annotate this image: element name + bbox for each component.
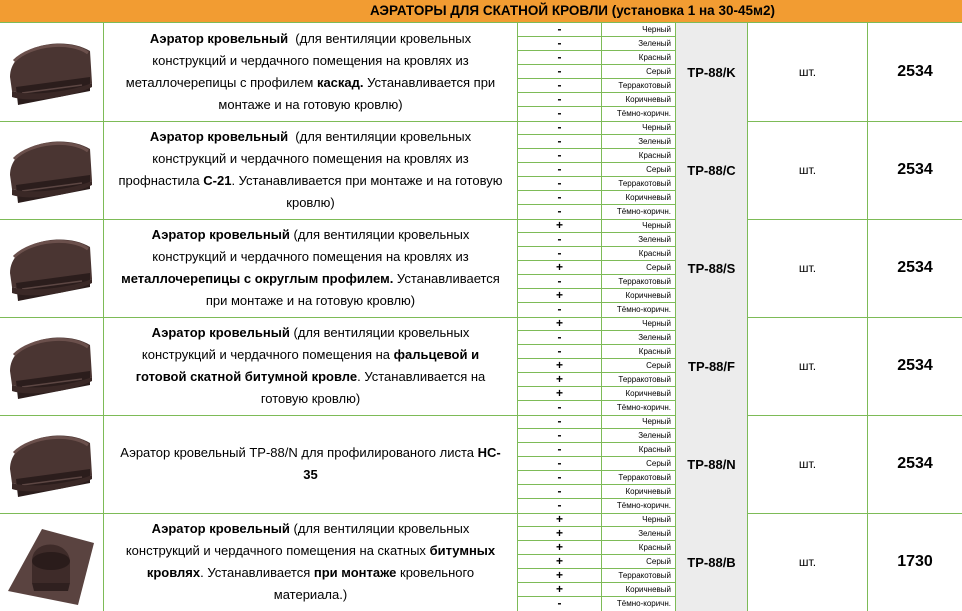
color-name: Черный bbox=[602, 317, 675, 331]
description-text: металлочерепицы с профилем bbox=[125, 75, 317, 90]
description-line bbox=[126, 72, 495, 94]
availability-mark: - bbox=[518, 485, 601, 499]
description-text: (для вентиляции кровельных bbox=[289, 227, 470, 242]
availability-mark: - bbox=[518, 247, 601, 261]
color-name: Черный bbox=[602, 121, 675, 135]
availability-mark: - bbox=[557, 596, 562, 610]
availability-column bbox=[517, 513, 601, 611]
aerator-image bbox=[2, 325, 100, 411]
product-row bbox=[0, 317, 962, 416]
availability-mark: + bbox=[518, 261, 601, 275]
description-line bbox=[136, 388, 486, 410]
color-name: Серый bbox=[602, 555, 675, 569]
product-image bbox=[0, 23, 103, 121]
aerator-image bbox=[2, 423, 100, 509]
description-text: монтаже и на готовую кровлю) bbox=[218, 97, 403, 112]
description-bold-text: фальцевой и bbox=[393, 347, 480, 362]
availability-mark: + bbox=[518, 387, 601, 401]
product-description bbox=[103, 23, 517, 121]
description-bold-text: кровлях bbox=[146, 565, 201, 580]
availability-mark: - bbox=[518, 121, 601, 135]
description-line bbox=[119, 192, 503, 214]
availability-mark: + bbox=[518, 583, 601, 597]
availability-mark: - bbox=[518, 93, 601, 107]
availability-mark: + bbox=[518, 373, 601, 387]
description-text: кровлю) bbox=[286, 195, 335, 210]
availability-mark: - bbox=[518, 177, 601, 191]
product-code: ТР-88/C bbox=[675, 121, 747, 219]
product-image bbox=[0, 415, 103, 513]
description-text: конструкций и чердачного помещения на кровлях из bbox=[152, 151, 469, 166]
color-name: Терракотовый bbox=[602, 471, 675, 485]
product-row bbox=[0, 513, 962, 611]
description-text: конструкций и чердачного помещения на скатных bbox=[125, 543, 430, 558]
availability-mark: - bbox=[518, 135, 601, 149]
color-column bbox=[601, 415, 675, 513]
color-name: Красный bbox=[602, 345, 675, 359]
description-line bbox=[121, 268, 500, 290]
availability-mark: - bbox=[518, 345, 601, 359]
description-text: конструкций и чердачного помещения на кровлях из bbox=[152, 249, 469, 264]
availability-mark: - bbox=[518, 429, 601, 443]
color-name: Коричневый bbox=[602, 387, 675, 401]
price-value: 2534 bbox=[867, 317, 962, 415]
product-row bbox=[0, 121, 962, 220]
availability-mark: - bbox=[518, 275, 601, 289]
availability-mark: - bbox=[557, 400, 562, 414]
description-line bbox=[126, 562, 495, 584]
availability-mark: - bbox=[518, 79, 601, 93]
price-value: 2534 bbox=[867, 415, 962, 513]
description-line bbox=[136, 322, 486, 344]
product-description bbox=[103, 513, 517, 611]
description-text: Аэратор кровельный ТР-88/N для профилированого листа bbox=[120, 445, 478, 460]
unit-label: шт. bbox=[747, 121, 867, 219]
product-description bbox=[103, 219, 517, 317]
color-name: Зеленый bbox=[602, 429, 675, 443]
color-name: Черный bbox=[602, 219, 675, 233]
availability-column bbox=[517, 219, 601, 317]
unit-label: шт. bbox=[747, 219, 867, 317]
description-bold-text: Аэратор кровельный bbox=[149, 129, 289, 144]
description-text: . Устанавливается bbox=[200, 565, 314, 580]
description-bold-text: Аэратор кровельный bbox=[151, 325, 290, 340]
description-line bbox=[120, 442, 501, 464]
color-name: Зеленый bbox=[602, 233, 675, 247]
description-line bbox=[121, 224, 500, 246]
description-text: (для вентиляции кровельных bbox=[288, 129, 472, 144]
description-text: профнастила bbox=[118, 173, 204, 188]
description-text: конструкций и чердачного помещения на bbox=[141, 347, 394, 362]
description-text: (для вентиляции кровельных bbox=[289, 521, 470, 536]
color-name: Терракотовый bbox=[602, 569, 675, 583]
description-line bbox=[126, 518, 495, 540]
color-name: Серый bbox=[602, 65, 675, 79]
color-name: Тёмно-коричн. bbox=[616, 501, 671, 510]
color-name: Коричневый bbox=[602, 93, 675, 107]
color-name: Серый bbox=[602, 261, 675, 275]
availability-mark: - bbox=[518, 471, 601, 485]
availability-mark: - bbox=[518, 51, 601, 65]
aerator-image bbox=[2, 129, 100, 215]
availability-column bbox=[517, 415, 601, 513]
unit-label: шт. bbox=[747, 317, 867, 415]
description-line bbox=[136, 366, 486, 388]
description-line bbox=[126, 50, 495, 72]
color-name: Красный bbox=[602, 51, 675, 65]
description-bold-text: при монтаже bbox=[313, 565, 397, 580]
unit-label: шт. bbox=[747, 513, 867, 611]
description-bold-text: металлочерепицы с округлым профилем. bbox=[121, 271, 394, 286]
description-line bbox=[136, 344, 486, 366]
product-image bbox=[0, 219, 103, 317]
color-name: Терракотовый bbox=[602, 79, 675, 93]
availability-mark: + bbox=[518, 513, 601, 527]
description-line bbox=[119, 148, 503, 170]
color-name: Коричневый bbox=[602, 583, 675, 597]
description-line bbox=[126, 540, 495, 562]
color-name: Зеленый bbox=[602, 135, 675, 149]
product-image bbox=[0, 317, 103, 415]
availability-mark: + bbox=[518, 527, 601, 541]
price-value: 2534 bbox=[867, 219, 962, 317]
description-text: (для вентиляции кровельных bbox=[289, 325, 470, 340]
description-bold-text: готовой скатной битумной кровле bbox=[135, 369, 358, 384]
color-name: Красный bbox=[602, 247, 675, 261]
color-name: Тёмно-коричн. bbox=[616, 403, 671, 412]
description-bold-text: битумных bbox=[429, 543, 496, 558]
color-name: Черный bbox=[602, 23, 675, 37]
availability-mark: + bbox=[518, 289, 601, 303]
description-line bbox=[121, 246, 500, 268]
color-column bbox=[601, 317, 675, 415]
availability-mark: + bbox=[518, 541, 601, 555]
price-value: 1730 bbox=[867, 513, 962, 611]
product-code: ТР-88/S bbox=[675, 219, 747, 317]
availability-mark: - bbox=[518, 65, 601, 79]
description-text: . Устанавливается на bbox=[357, 369, 486, 384]
color-name: Красный bbox=[602, 541, 675, 555]
color-name: Терракотовый bbox=[602, 373, 675, 387]
product-description bbox=[103, 415, 517, 513]
color-name: Зеленый bbox=[602, 331, 675, 345]
description-text: Устанавливается при bbox=[363, 75, 496, 90]
color-name: Серый bbox=[602, 163, 675, 177]
unit-label: шт. bbox=[747, 23, 867, 121]
color-name: Серый bbox=[602, 359, 675, 373]
color-name: Тёмно-коричн. bbox=[616, 305, 671, 314]
availability-mark: - bbox=[518, 23, 601, 37]
product-image bbox=[0, 513, 103, 611]
availability-mark: - bbox=[518, 191, 601, 205]
color-column bbox=[601, 121, 675, 219]
description-text: при монтаже и на готовую кровлю) bbox=[205, 293, 416, 308]
product-code: ТР-88/F bbox=[675, 317, 747, 415]
color-name: Зеленый bbox=[602, 527, 675, 541]
product-image bbox=[0, 121, 103, 219]
description-text: Устанавливается bbox=[393, 271, 500, 286]
availability-column bbox=[517, 121, 601, 219]
availability-column bbox=[517, 317, 601, 415]
description-bold-text: Аэратор кровельный bbox=[149, 31, 289, 46]
description-line bbox=[119, 170, 503, 192]
description-bold-text: НС- bbox=[477, 445, 501, 460]
availability-mark: - bbox=[518, 443, 601, 457]
availability-mark: - bbox=[518, 37, 601, 51]
color-name: Коричневый bbox=[602, 485, 675, 499]
product-row bbox=[0, 219, 962, 318]
color-column bbox=[601, 23, 675, 121]
aerator-image bbox=[2, 31, 100, 117]
description-text: материала.) bbox=[273, 587, 348, 602]
availability-mark: - bbox=[518, 457, 601, 471]
availability-mark: - bbox=[518, 233, 601, 247]
product-row bbox=[0, 23, 962, 122]
availability-mark: - bbox=[518, 415, 601, 429]
aerator-image bbox=[2, 227, 100, 313]
description-line bbox=[120, 464, 501, 486]
availability-mark: - bbox=[518, 163, 601, 177]
description-line bbox=[126, 94, 495, 116]
description-line bbox=[121, 290, 500, 312]
availability-mark: + bbox=[518, 219, 601, 233]
section-header bbox=[0, 0, 962, 23]
price-value: 2534 bbox=[867, 23, 962, 121]
description-text: готовую кровлю) bbox=[260, 391, 361, 406]
product-code: ТР-88/K bbox=[675, 23, 747, 121]
description-line bbox=[119, 126, 503, 148]
aerator-image bbox=[2, 521, 100, 607]
color-name: Коричневый bbox=[602, 289, 675, 303]
availability-mark: - bbox=[557, 204, 562, 218]
product-code: ТР-88/B bbox=[675, 513, 747, 611]
color-name: Зеленый bbox=[602, 37, 675, 51]
color-name: Коричневый bbox=[602, 191, 675, 205]
description-bold-text: Аэратор кровельный bbox=[151, 227, 290, 242]
color-name: Серый bbox=[602, 457, 675, 471]
description-text: (для вентиляции кровельных bbox=[288, 31, 472, 46]
availability-column bbox=[517, 23, 601, 121]
description-bold-text: С-21 bbox=[203, 173, 232, 188]
product-code: ТР-88/N bbox=[675, 415, 747, 513]
price-value: 2534 bbox=[867, 121, 962, 219]
section-title: АЭРАТОРЫ ДЛЯ СКАТНОЙ КРОВЛИ (установка 1 на 30-45м2) bbox=[370, 3, 775, 18]
availability-mark: + bbox=[518, 555, 601, 569]
color-column bbox=[601, 513, 675, 611]
description-line bbox=[126, 28, 495, 50]
availability-mark: - bbox=[557, 498, 562, 512]
availability-mark: + bbox=[518, 569, 601, 583]
color-name: Тёмно-коричн. bbox=[616, 599, 671, 608]
color-name: Красный bbox=[602, 443, 675, 457]
availability-mark: - bbox=[518, 149, 601, 163]
availability-mark: + bbox=[518, 317, 601, 331]
color-name: Терракотовый bbox=[602, 177, 675, 191]
unit-label: шт. bbox=[747, 415, 867, 513]
availability-mark: - bbox=[518, 331, 601, 345]
description-text: конструкций и чердачного помещения на кровлях из bbox=[152, 53, 469, 68]
color-name: Черный bbox=[602, 415, 675, 429]
color-name: Тёмно-коричн. bbox=[616, 109, 671, 118]
availability-mark: - bbox=[557, 302, 562, 316]
description-line bbox=[126, 584, 495, 606]
product-description bbox=[103, 121, 517, 219]
description-text: кровельного bbox=[396, 565, 475, 580]
description-bold-text: 35 bbox=[303, 467, 318, 482]
color-name: Черный bbox=[602, 513, 675, 527]
availability-mark: - bbox=[557, 106, 562, 120]
description-bold-text: каскад. bbox=[316, 75, 364, 90]
color-name: Терракотовый bbox=[602, 275, 675, 289]
color-column bbox=[601, 219, 675, 317]
color-name: Красный bbox=[602, 149, 675, 163]
color-name: Тёмно-коричн. bbox=[616, 207, 671, 216]
description-text: . Устанавливается при монтаже и на готовую bbox=[231, 173, 503, 188]
description-bold-text: Аэратор кровельный bbox=[151, 521, 290, 536]
availability-mark: + bbox=[518, 359, 601, 373]
product-description bbox=[103, 317, 517, 415]
product-row bbox=[0, 415, 962, 514]
